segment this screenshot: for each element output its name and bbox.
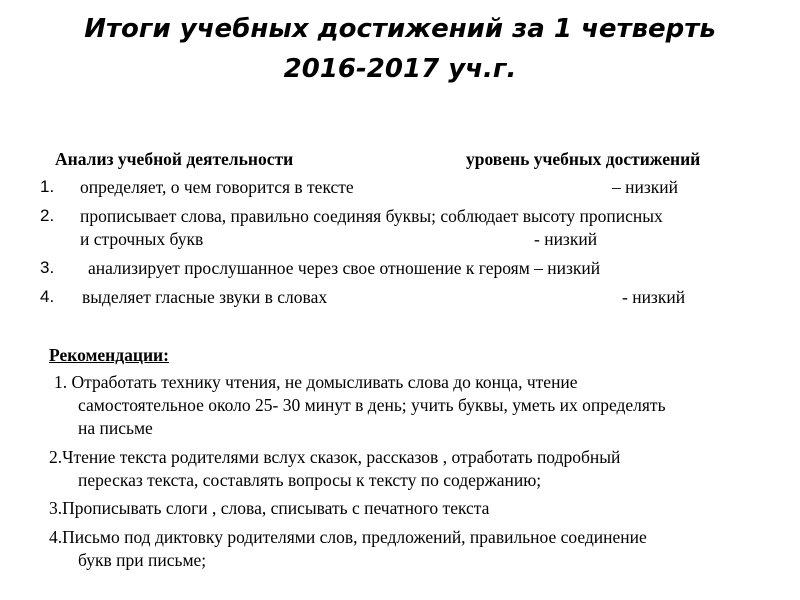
recommendations-heading: Рекомендации:: [49, 345, 169, 365]
list-item-text: прописывает слова, правильно соединяя буквы; соблюдает высоту прописных: [80, 206, 663, 226]
recommendation-text-continued: самостоятельное около 25- 30 минут в день; учить буквы, уметь их определять: [78, 395, 666, 415]
level-label: - низкий: [534, 229, 598, 249]
list-item-text: определяет, о чем говорится в тексте: [80, 177, 354, 197]
recommendation-text: 3.Прописывать слоги , слова, списывать с печатного текста: [49, 498, 490, 518]
analysis-header-left: Анализ учебной деятельности: [55, 149, 294, 169]
analysis-header-right: уровень учебных достижений: [466, 149, 701, 169]
level-label: - низкий: [622, 287, 686, 307]
recommendation-text-continued: на письме: [78, 418, 153, 438]
recommendation-text: 1. Отработать технику чтения, не домысливать слова до конца, чтение: [54, 372, 578, 392]
recommendation-text: 2.Чтение текста родителями вслух сказок, рассказов , отработать подробный: [49, 447, 621, 467]
recommendation-text: 4.Письмо под диктовку родителями слов, предложений, правильное соединение: [49, 527, 647, 547]
title-line-1: Итоги учебных достижений за 1 четверть: [84, 14, 716, 44]
list-item-text: выделяет гласные звуки в словах: [82, 287, 328, 307]
title-line-2: 2016-2017 уч.г.: [283, 54, 517, 84]
recommendation-text-continued: пересказ текста, составлять вопросы к тексту по содержанию;: [78, 470, 542, 490]
list-number: 3.: [40, 258, 55, 277]
list-item-text-continued: и строчных букв: [80, 229, 204, 249]
list-number: 2.: [40, 206, 55, 225]
list-item-text: анализирует прослушанное через свое отношение к героям – низкий: [88, 258, 601, 278]
level-label: – низкий: [612, 177, 679, 197]
recommendation-text-continued: букв при письме;: [78, 550, 207, 570]
list-number: 1.: [40, 177, 55, 196]
list-number: 4.: [40, 287, 55, 306]
